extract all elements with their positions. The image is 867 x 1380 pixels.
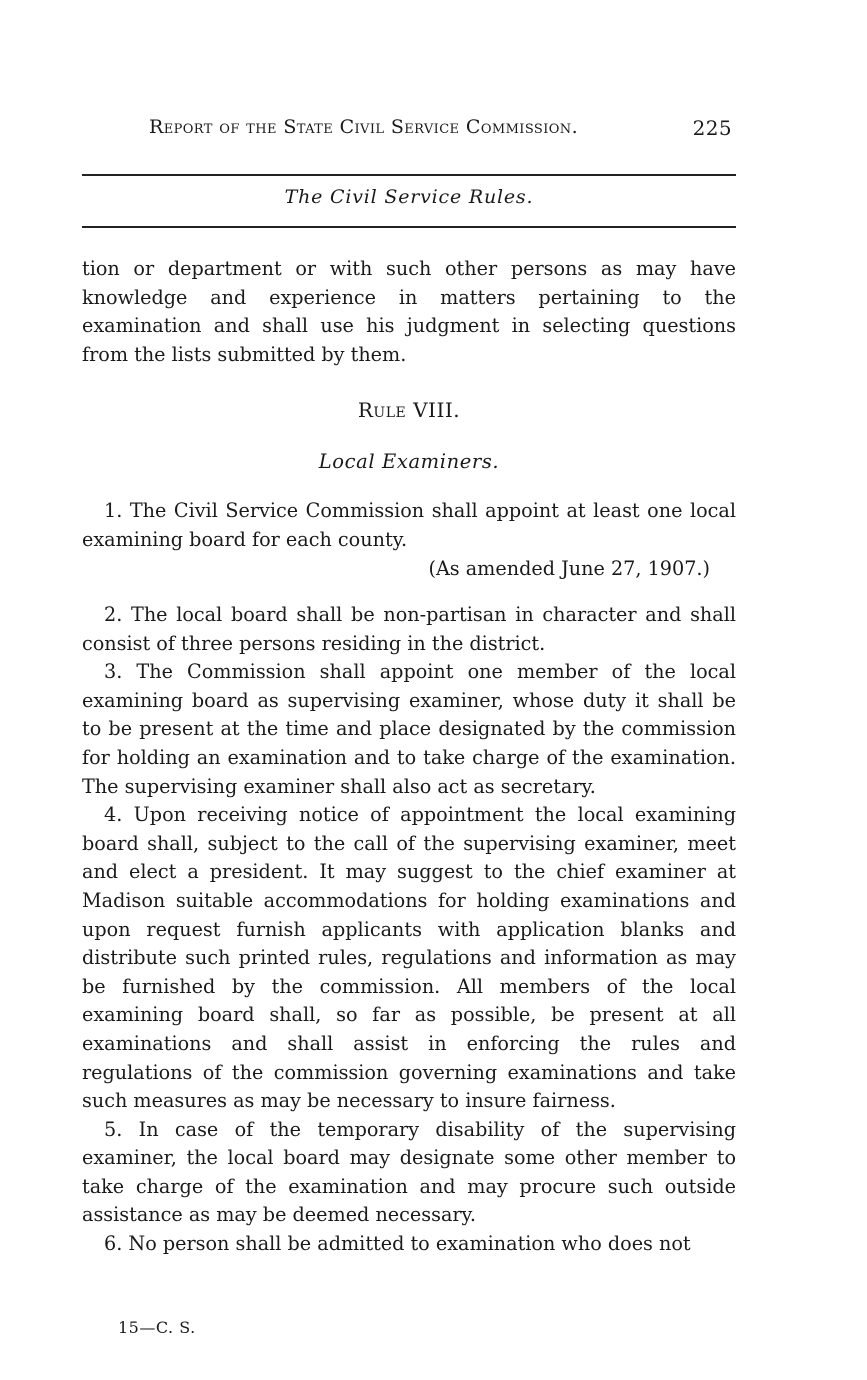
paragraphs-block <box>82 601 736 1259</box>
rule-heading: Rule VIII. <box>357 398 461 422</box>
running-title: Report of the State Civil Service Commission. <box>149 116 579 138</box>
paragraph-3: 3. The Commission shall appoint one member of the local examining board as supervising examiner, whose duty it shall be to be present at the time and place designated by the commission for holding an examination and to take charge of the examination. The supervising examiner shall also act as secretary. <box>82 660 736 798</box>
paragraph-5: 5. In case of the temporary disability of the supervising examiner, the local board may designate some other member to take charge of the examination and may procure such outside assistance as may be deemed necessary. <box>82 1117 736 1227</box>
section-title: The Civil Service Rules. <box>284 186 534 208</box>
paragraph-2: 2. The local board shall be non-partisan in character and shall consist of three persons residing in the district. <box>82 603 736 655</box>
signature-mark: 15—C. S. <box>118 1318 196 1337</box>
page-number: 225 <box>692 116 732 140</box>
continuation-paragraph: tion or department or with such other persons as may have knowledge and experience in matters pertaining to the examination and shall use his judgment in selecting questions from the lists submitted by them. <box>82 257 736 366</box>
paragraph-1: 1. The Civil Service Commission shall appoint at least one local examining board for each county. <box>82 499 736 551</box>
header-top-rule <box>82 174 736 176</box>
paragraph-6: 6. No person shall be admitted to examination who does not <box>104 1232 691 1256</box>
rule-subheading: Local Examiners. <box>318 450 500 473</box>
paragraph-4: 4. Upon receiving notice of appointment the local examining board shall, subject to the call of the supervising examiner, meet and elect a president. It may suggest to the chief examiner at Madison suitable accommodations for holding examinations and upon request furnish applicants with application blanks and distribute such printed rules, regulations and information as may be furnished by the commission. All members of the local examining board shall, so far as possible, be present at all examinations and shall assist in enforcing the rules and regulations of the commission governing examinations and take such measures as may be necessary to insure fairness. <box>82 803 736 1113</box>
amendment-note: (As amended June 27, 1907.) <box>428 557 710 580</box>
running-head <box>82 116 736 146</box>
header-bottom-rule <box>82 226 736 228</box>
